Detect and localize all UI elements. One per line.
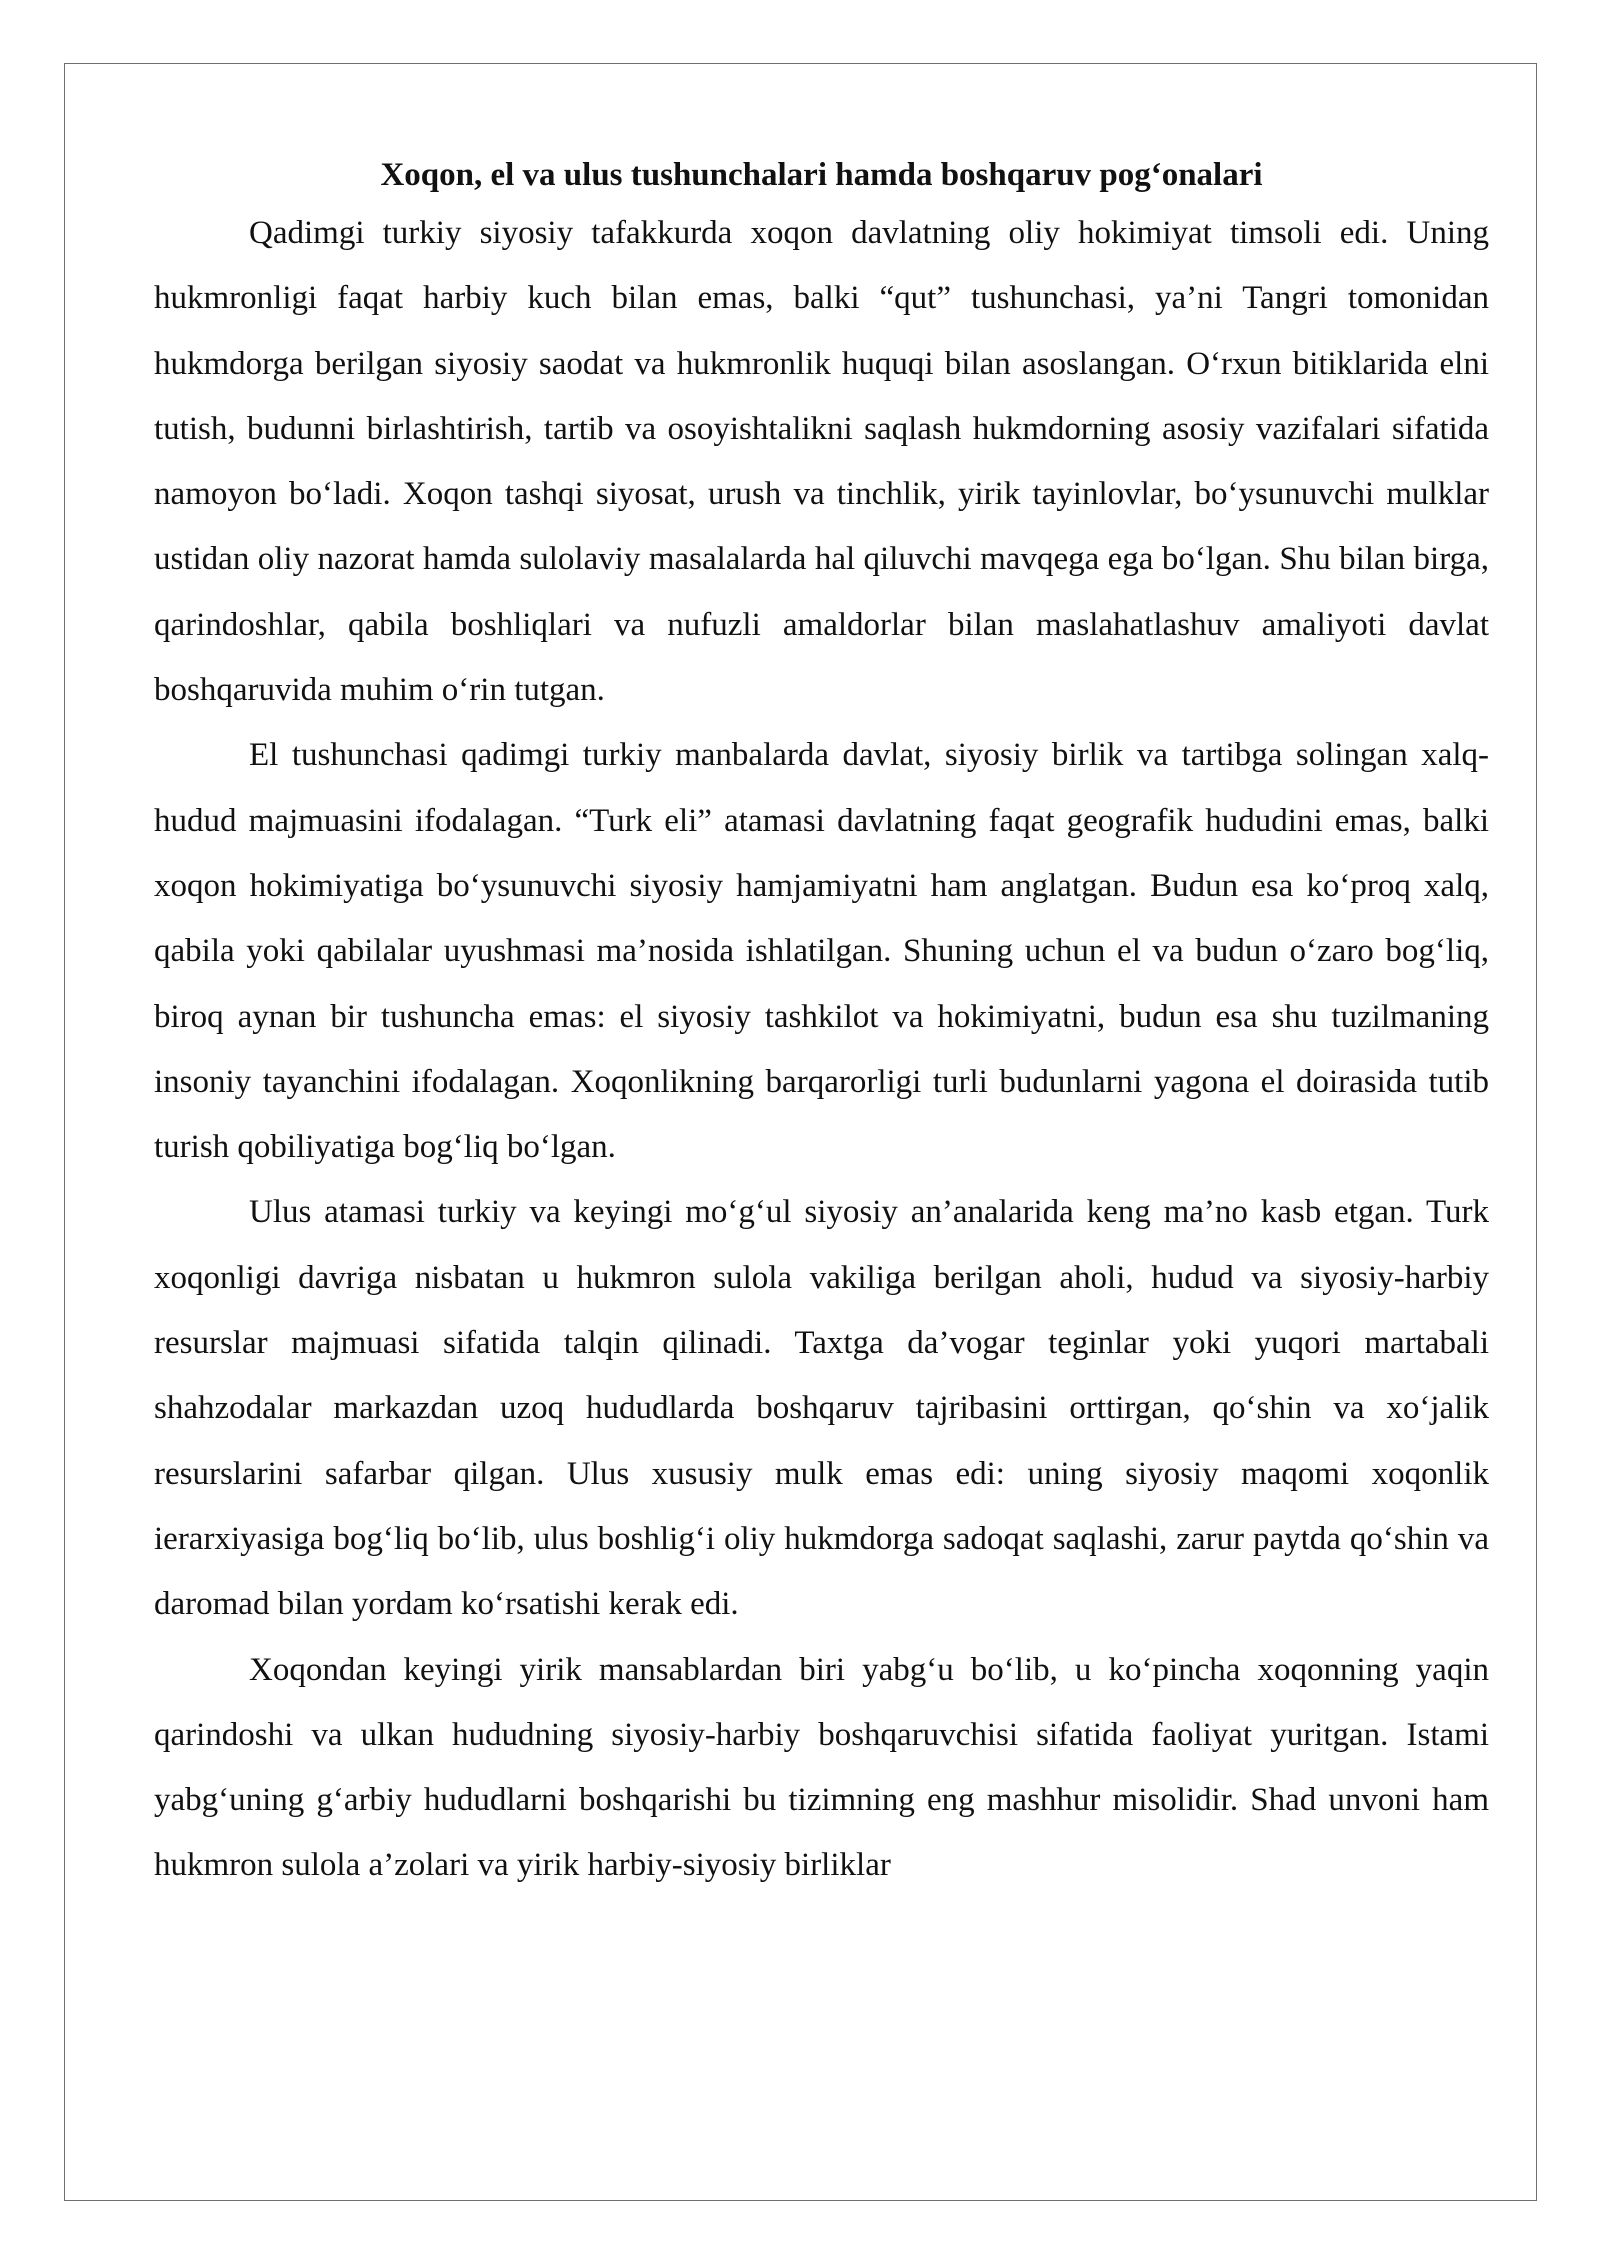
paragraph-yabgu: Xoqondan keyingi yirik mansablardan biri yabg‘u bo‘lib, u ko‘pincha xoqonning yaqin qarindoshi va ulkan hududning siyosiy-harbiy boshqaruvchisi sifatida faoliyat yuritgan. Istami yabg‘uning g‘arbiy hududlarni boshqarishi bu tizimning eng mashhur misolidir. Shad unvoni ham hukmron sulola a’zolari va yirik harbiy-siyosiy birliklar <box>154 1651 1489 1884</box>
document-title: Xoqon, el va ulus tushunchalari hamda boshqaruv pog‘onalari <box>380 157 1263 193</box>
paragraph-el: El tushunchasi qadimgi turkiy manbalarda davlat, siyosiy birlik va tartibga solingan xalq-hudud majmuasini ifodalagan. “Turk eli” atamasi davlatning faqat geografik hududini emas, balki xoqon hokimiyatiga bo‘ysunuvchi siyosiy hamjamiyatni ham anglatgan. Budun esa ko‘proq xalq, qabila yoki qabilalar uyushmasi ma’nosida ishlatilgan. Shuning uchun el va budun o‘zaro bog‘liq, biroq aynan bir tushuncha emas: el siyosiy tashkilot va hokimiyatni, budun esa shu tuzilmaning insoniy tayanchini ifodalagan. Xoqonlikning barqarorligi turli budunlarni yagona el doirasida tutib turish qobiliyatiga bog‘liq bo‘lgan. <box>154 737 1489 1166</box>
paragraph-ulus: Ulus atamasi turkiy va keyingi mo‘g‘ul siyosiy an’analarida keng ma’no kasb etgan. Turk xoqonligi davriga nisbatan u hukmron sulola vakiliga berilgan aholi, hudud va siyosiy-harbiy resurslar majmuasi sifatida talqin qilinadi. Taxtga da’vogar teginlar yoki yuqori martabali shahzodalar markazdan uzoq hududlarda boshqaruv tajribasini orttirgan, qo‘shin va xo‘jalik resurslarini safarbar qilgan. Ulus xususiy mulk emas edi: uning siyosiy maqomi xoqonlik ierarxiyasiga bog‘liq bo‘lib, ulus boshlig‘i oliy hukmdorga sadoqat saqlashi, zarur paytda qo‘shin va daromad bilan yordam ko‘rsatishi kerak edi. <box>154 1194 1489 1623</box>
document-body <box>154 150 1489 1899</box>
paragraph-xoqon: Qadimgi turkiy siyosiy tafakkurda xoqon davlatning oliy hokimiyat timsoli edi. Uning hukmronligi faqat harbiy kuch bilan emas, balki “qut” tushunchasi, ya’ni Tangri tomonidan hukmdorga berilgan siyosiy saodat va hukmronlik huquqi bilan asoslangan. O‘rxun bitiklarida elni tutish, budunni birlashtirish, tartib va osoyishtalikni saqlash hukmdorning asosiy vazifalari sifatida namoyon bo‘ladi. Xoqon tashqi siyosat, urush va tinchlik, yirik tayinlovlar, bo‘ysunuvchi mulklar ustidan oliy nazorat hamda sulolaviy masalalarda hal qiluvchi mavqega ega bo‘lgan. Shu bilan birga, qarindoshlar, qabila boshliqlari va nufuzli amaldorlar bilan maslahatlashuv amaliyoti davlat boshqaruvida muhim o‘rin tutgan. <box>154 215 1489 709</box>
